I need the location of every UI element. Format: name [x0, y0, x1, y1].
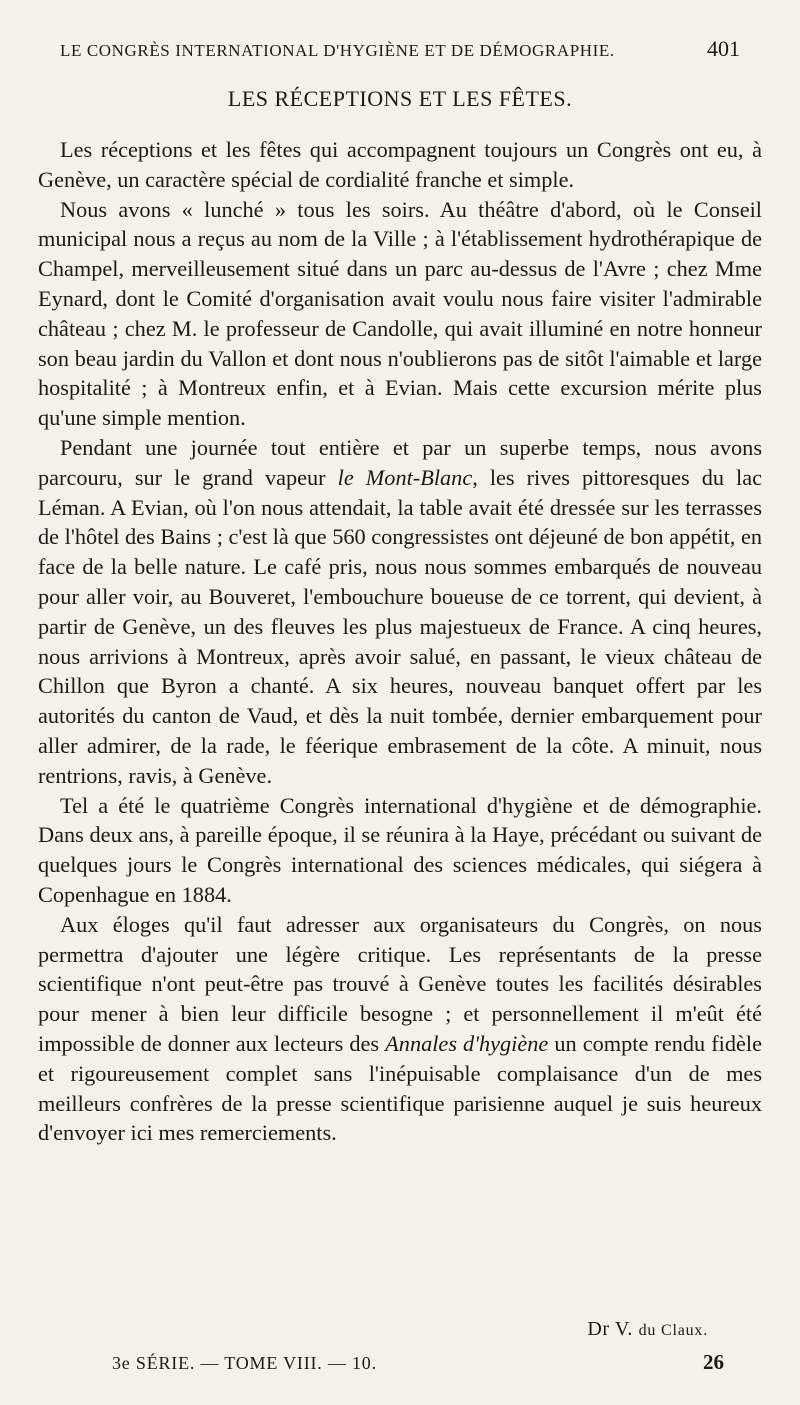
paragraph: [38, 910, 762, 1148]
paragraph: [38, 791, 762, 910]
signature-mark: 3e SÉRIE. — TOME VIII. — 10.: [112, 1353, 377, 1373]
paragraph: [38, 135, 762, 195]
italic-text: le Mont-Blanc: [337, 464, 473, 490]
running-head: [60, 36, 740, 62]
paragraph-text: , les rives pittoresques du lac Léman. A Evian, où l'on nous attendait, la table avait été dressée sur les terrasses de l'hôtel des Bains ; c'est là que 560 congressistes ont déjeuné de bon appétit, en face de la belle nature. Le café pris, nous nous sommes embarqués de nouveau pour aller voir, au Bouveret, l'embouchure boueuse de ce torrent, qui devient, à partir de Genève, un des fleuves les plus majestueux de France. A cinq heures, nous arrivions à Montreux, après avoir salué, en passant, le vieux château de Chillon que Byron a chanté. A six heures, nouveau banquet offert par les autorités du canton de Vaud, et dès la nuit tombée, dernier embarquement pour aller admirer, de la rade, le féerique embrasement de la côte. A minuit, nous rentrions, ravis, à Genève.: [38, 464, 762, 788]
paragraph-text: un compte rendu fidèle et rigoureusement complet sans l'inépuisable complaisance d'un de mes meilleurs confrères de la presse scientifique parisienne auquel je suis heureux d'envoyer ici mes remerciements.: [38, 1030, 762, 1146]
paragraph-text: Nous avons « lunché » tous les soirs. Au théâtre d'abord, où le Conseil municipal nous a reçus au nom de la Ville ; à l'établissement hydrothérapique de Champel, merveilleusement situé dans un parc au-dessus de l'Avre ; chez Mme Eynard, dont le Comité d'organisation avait voulu nous faire visiter l'admirable château ; chez M. le professeur de Candolle, qui avait illuminé en notre honneur son beau jardin du Vallon et dont nous n'oublierons pas de sitôt l'aimable et large hospitalité ; à Montreux enfin, et à Evian. Mais cette excursion mérite plus qu'une simple mention.: [38, 196, 762, 431]
paragraph-text: Tel a été le quatrième Congrès international d'hygiène et de démographie. Dans deux ans, à pareille époque, il se réunira à la Haye, précédant ou suivant de quelques jours le Congrès international des sciences médicales, qui siégera à Copenhague en 1884.: [38, 792, 762, 907]
paragraph-text: Aux éloges qu'il faut adresser aux organisateurs du Congrès, on nous permettra d'ajouter une légère critique. Les représentants de la presse scientifique n'ont peut-être pas trouvé à Genève toutes les facilités désirables pour mener à bien leur difficile besogne ; et personnellement il m'eût été impossible de donner aux lecteurs des: [38, 911, 762, 1056]
paragraph: [38, 433, 762, 791]
page-number: 401: [707, 36, 740, 61]
running-title: LE CONGRÈS INTERNATIONAL D'HYGIÈNE ET DE DÉMOGRAPHIE.: [60, 41, 615, 60]
signature-prefix: Dr V.: [587, 1318, 633, 1340]
signature-name: du Claux.: [638, 1322, 708, 1339]
page-footer: [112, 1350, 724, 1375]
paragraph-text: Pendant une journée tout entière et par un superbe temps, nous avons parcouru, sur le grand vapeur: [38, 434, 762, 490]
author-signature: [587, 1318, 708, 1341]
section-title: LES RÉCEPTIONS ET LES FÊTES.: [227, 86, 573, 111]
paragraph-text: Les réceptions et les fêtes qui accompagnent toujours un Congrès ont eu, à Genève, un caractère spécial de cordialité franche et simple.: [38, 137, 762, 192]
folio: 26: [703, 1350, 724, 1374]
article-body: [38, 135, 762, 1148]
paragraph: [38, 195, 762, 433]
italic-text: Annales d'hygiène: [385, 1030, 549, 1056]
